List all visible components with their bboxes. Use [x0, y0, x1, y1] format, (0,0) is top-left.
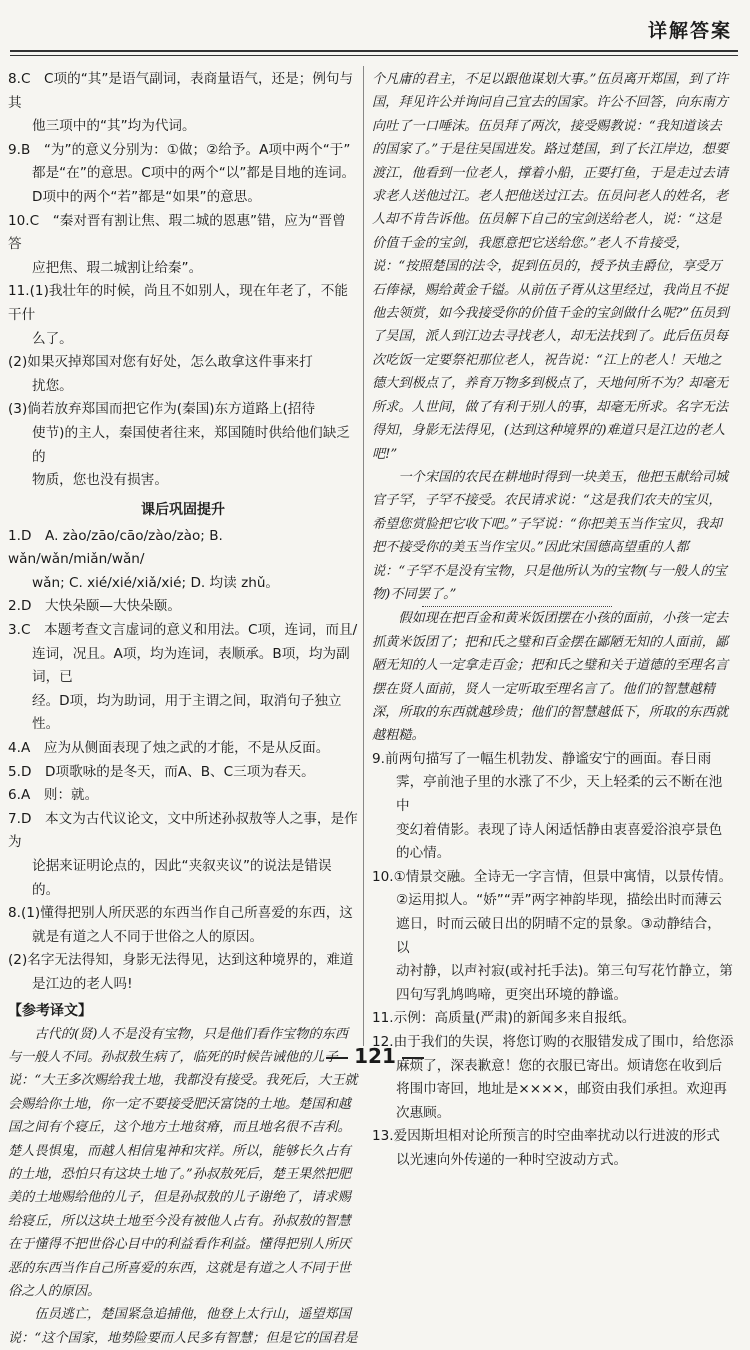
text-line: 城官子罕，子罕不接受。农民请求说：“这是我们农夫的宝	[372, 469, 729, 509]
answer-item	[8, 902, 358, 949]
translation-paragraph	[372, 607, 734, 747]
answer-item	[8, 949, 358, 996]
text-line: 是江边的老人吗!	[32, 975, 133, 992]
text-line: (3)倘若放弃郑国而把它作为(秦国)东方道路上(招待	[8, 401, 316, 418]
text-line: D项中的两个“若”都是“如果”的意思。	[32, 188, 261, 205]
text-line: 边，想要渡江，他看到一位老人，撑着小船，正要打鱼，于是走	[372, 142, 729, 181]
text-line: 2.D 大快朵颐—大快朵颐。	[8, 598, 181, 615]
section-title: 课后巩固提升	[141, 501, 225, 518]
text-line: 去抓黄米饭团了；把和氏之璧和百金摆在鄙陋无知的人面	[372, 611, 729, 650]
text-line: 所求。名字无法得知，身影无法得见，(达到这种境界的)难	[372, 399, 729, 439]
translation-paragraph	[372, 68, 734, 466]
text-line: (2)如果灭掉郑国对您有好处，怎么敢拿这件事来打	[8, 354, 313, 371]
text-line: 12.由于我们的失误，将您订购的衣服错发成了围巾，给您添	[372, 1033, 734, 1050]
text-line: 扰您。	[32, 377, 73, 394]
text-line: 的姓名，老人却不肯告诉他。伍员解下自己的宝剑送给老	[372, 189, 729, 228]
text-line: 许国，拜见许公并询问自己宜去的国家。许公不回答，向东	[372, 72, 729, 111]
answer-item	[8, 139, 358, 210]
text-line: 人，说：“这是价值千金的宝剑，我愿意把它送给您。”老人不	[372, 212, 722, 251]
answer-item	[372, 748, 734, 866]
text-line: 肯接受，说：“按照楚国的法令，捉到伍员的，授予执圭爵位，	[372, 235, 689, 275]
header-rule-thin	[10, 55, 738, 56]
text-line: 就是有道之人不同于世俗之人的原因。	[32, 928, 264, 945]
text-line: 西当作自己所喜爱的东西，这就是有道之人不同于世俗之人	[8, 1260, 351, 1300]
text-line: 王多次赐给我土地，我都没有接受。我死后，大王就会赐给	[8, 1073, 358, 1112]
text-line: 6.A 则：就。	[8, 787, 99, 804]
answer-item	[8, 737, 358, 761]
text-line: 不把世俗心目中的利益看作利益。懂得把别人所厌恶的东	[8, 1237, 351, 1276]
text-line: 道只是江边的老人吧!”	[372, 423, 726, 462]
answer-item	[8, 808, 358, 902]
text-line: 四句写乳鸠鸣啼，更突出环境的静谧。	[396, 986, 628, 1003]
text-line: 8.C C项的“其”是语气副词，表商量语气，还是；例句与其	[8, 71, 354, 111]
text-line: 该去的国家了。”于是往吴国进发。路过楚国，到了长江岸	[372, 118, 722, 158]
text-line: (2)名字无法得知，身影无法得见，达到这种境界的，难道	[8, 952, 354, 969]
answer-item	[8, 595, 358, 619]
text-line: 将围巾寄回，地址是××××，邮资由我们承担。欢迎再	[396, 1081, 728, 1098]
text-line: 此后伍员每次吃饭一定要祭祀那位老人，祝告说：“江上的老	[372, 329, 729, 368]
answer-item	[8, 398, 358, 492]
text-line: 个凡庸的君主，不足以跟他谋划大事。”伍员离开郑国，到了	[372, 72, 716, 87]
text-line: 人都说：“子罕不是没有宝物，只是他所认为的宝物(与一	[372, 540, 689, 579]
answer-item	[8, 619, 358, 737]
page-number	[0, 1044, 750, 1068]
translation-paragraph	[8, 1303, 358, 1350]
text-line: 7.D 本文为古代议论文，文中所述孙叔敖等人之事，是作为	[8, 810, 358, 851]
text-line: 我却把不接受你的美玉当作宝贝。”因此宋国德高望重的	[372, 516, 722, 556]
text-line: 南方向吐了一口唾沫。伍员拜了两次，接受赐教说：“我知道	[372, 95, 729, 134]
text-line: 恐怕只有这块土地了。”孙叔敖死后，楚王果然把肥美的土地	[8, 1167, 352, 1206]
left-column	[8, 68, 358, 1350]
page-header-title: 详解答案	[647, 20, 732, 42]
text-line: 伍员逃亡，楚国紧急追捕他，他登上太行山，遥望郑国	[34, 1307, 351, 1323]
text-line: 3.C 本题考查文言虚词的意义和用法。C项，连词，而且/	[8, 622, 358, 639]
text-line: 10.①情景交融。全诗无一字言情，但景中寓情，以景传情。	[372, 868, 733, 885]
text-line: 享受万石俸禄，赐给黄金千镒。从前伍子胥从这里经过，我	[372, 259, 722, 298]
text-line: 都是“在”的意思。C项中的两个“以”都是目地的连词。	[32, 165, 356, 182]
text-line: 5.D D项歌咏的是冬天，而A、B、C三项为春天。	[8, 763, 315, 780]
text-line: 8.(1)懂得把别人所厌恶的东西当作自己所喜爱的东西，这	[8, 905, 353, 922]
answer-item	[8, 280, 358, 351]
text-line: ②运用拟人。“娇”“弄”两字神韵毕现，描绘出时而薄云	[396, 892, 722, 909]
text-line: 一个宋国的农民在耕地时得到一块美玉，他把玉献给司	[398, 469, 715, 485]
text-line: 的东西就越粗糙。	[372, 704, 729, 744]
text-line: 不为？却毫无所求。人世间，做了有利于别人的事，却毫无	[372, 376, 729, 415]
header-rule	[10, 50, 738, 52]
text-line: 13.爱因斯坦相对论所预言的时空曲率扰动以行进波的形式	[372, 1128, 720, 1145]
text-line: 变幻着倩影。表现了诗人闲适恬静由衷喜爱浴浪亭景色	[396, 821, 723, 838]
text-line: 有个寝丘，这个地方土地贫瘠，而且地名很不吉利。楚人畏	[8, 1120, 351, 1159]
text-line: 10.C “秦对晋有割让焦、瑕二城的恩惠”错，应为“晋曾答	[8, 212, 346, 253]
text-line: 惧鬼，而越人相信鬼神和灾祥。所以，能够长久占有的土地，	[8, 1143, 351, 1182]
text-line: 的心情。	[396, 845, 451, 862]
text-line: 过去请求老人送他过江。老人把他送过江去。伍员问老人	[372, 165, 729, 205]
text-line: 次惠顾。	[396, 1104, 451, 1121]
answer-item	[8, 68, 358, 139]
answer-item	[372, 866, 734, 1008]
text-line: 论据来证明论点的，因此“夹叙夹议”的说法是错误的。	[32, 858, 332, 898]
text-line: 他三项中的“其”均为代词。	[32, 118, 196, 135]
translation-paragraph	[372, 466, 734, 606]
page-number-dash-left	[326, 1057, 348, 1059]
column-divider	[363, 66, 364, 1046]
text-line: 以这块土地至今没有被他人占有。孙叔敖的智慧在于懂得	[8, 1213, 351, 1253]
right-column	[372, 68, 734, 1172]
text-line: 假如现在把百金和黄米饭团摆在小孩的面前，小孩一定	[398, 611, 715, 627]
answer-item	[8, 210, 358, 281]
text-line: 般人的宝物)不同罢了。”	[372, 563, 727, 602]
text-line: 11.示例：高质量(严肃)的新闻多来自报纸。	[372, 1010, 636, 1027]
text-line: 9.前两句描写了一幅生机勃发、静谧安宁的画面。春日雨	[372, 750, 712, 767]
text-line: 遮日，时而云破日出的阴晴不定的景象。③动静结合，以	[396, 915, 721, 956]
text-line: 赐给他的儿子，但是孙叔敖的儿子谢绝了，请求赐给寝丘，所	[8, 1190, 351, 1229]
text-line: 呢?”伍员到了吴国，派人到江边去寻找老人，却无法找到了。	[372, 306, 729, 345]
text-line: 贝，希望您赏脸把它收下吧。”子罕说：“你把美玉当作宝贝，	[372, 493, 722, 532]
text-line: 智慧越精深，所取的东西就越珍贵；他们的智慧越低下，所取	[372, 681, 715, 720]
answer-item	[8, 351, 358, 398]
answer-item	[8, 784, 358, 808]
text-line: 前，鄙陋无知的人一定拿走百金；把和氏之璧和关于道德的	[372, 634, 729, 674]
text-line: 使节)的主人，秦国使者往来，郑国随时供给他们缺乏的	[32, 424, 350, 465]
answer-item	[372, 1125, 734, 1172]
answer-item	[372, 1007, 734, 1031]
text-line: 经。D项，均为助词，用于主谓之间，取消句子独立性。	[32, 692, 342, 733]
text-line: 尚且不捉他去领赏，如今我接受你的价值千金的宝剑做什么	[372, 282, 729, 322]
text-line: 9.B “为”的意义分别为：①做；②给予。A项中两个“于”	[8, 141, 351, 158]
reference-translation-title: 【参考译文】	[8, 1002, 92, 1019]
text-line: 与一般人不同。孙叔敖生病了，临死的时候告诫他的儿子说：“大	[8, 1049, 338, 1089]
text-line: 么了。	[32, 330, 73, 347]
text-line: 4.A 应为从侧面表现了烛之武的才能，不是从反面。	[8, 740, 330, 757]
text-line: 动衬静，以声衬寂(或衬托手法)。第三句写花竹静立，第	[396, 963, 733, 980]
text-line: 霁，亭前池子里的水涨了不少，天上轻柔的云不断在池中	[396, 774, 723, 814]
text-line: 人！天地之德大到极点了，养育万物多到极点了，天地何所	[372, 352, 722, 392]
text-line: wǎn; C. xié/xié/xiǎ/xié; D. 均读 zhǔ。	[32, 574, 280, 591]
answer-item	[8, 761, 358, 785]
page-number-text: 121	[354, 1044, 396, 1068]
text-line: 的原因。	[47, 1284, 101, 1300]
text-line: 连词，况且。A项，均为连词，表顺承。B项，均为副词，已	[32, 645, 350, 686]
text-line: 11.(1)我壮年的时候，尚且不如别人，现在年老了，不能干什	[8, 283, 348, 323]
text-line: 说：“这个国家，地势险要而人民多有智慧；但是它的国君是	[8, 1330, 358, 1346]
text-line: 至理名言摆在贤人面前，贤人一定听取至理名言了。他们的	[372, 658, 729, 697]
answer-item	[8, 525, 358, 596]
text-line: 应把焦、瑕二城割让给秦”。	[32, 259, 203, 276]
text-line: 你土地，你一定不要接受肥沃富饶的土地。楚国和越国之间	[8, 1096, 351, 1136]
text-line: 古代的(贤)人不是没有宝物，只是他们看作宝物的东西	[34, 1026, 348, 1042]
text-line: 以光速向外传递的一种时空波动方式。	[396, 1151, 628, 1168]
text-line: 麻烦了，深表歉意！您的衣服已寄出。烦请您在收到后	[396, 1057, 723, 1074]
text-line: 物质，您也没有损害。	[32, 472, 168, 489]
text-line: 1.D A. zào/zāo/cāo/zào/zào; B. wǎn/wǎn/miǎn/wǎn/	[8, 527, 223, 568]
page-number-dash-right	[402, 1057, 424, 1059]
